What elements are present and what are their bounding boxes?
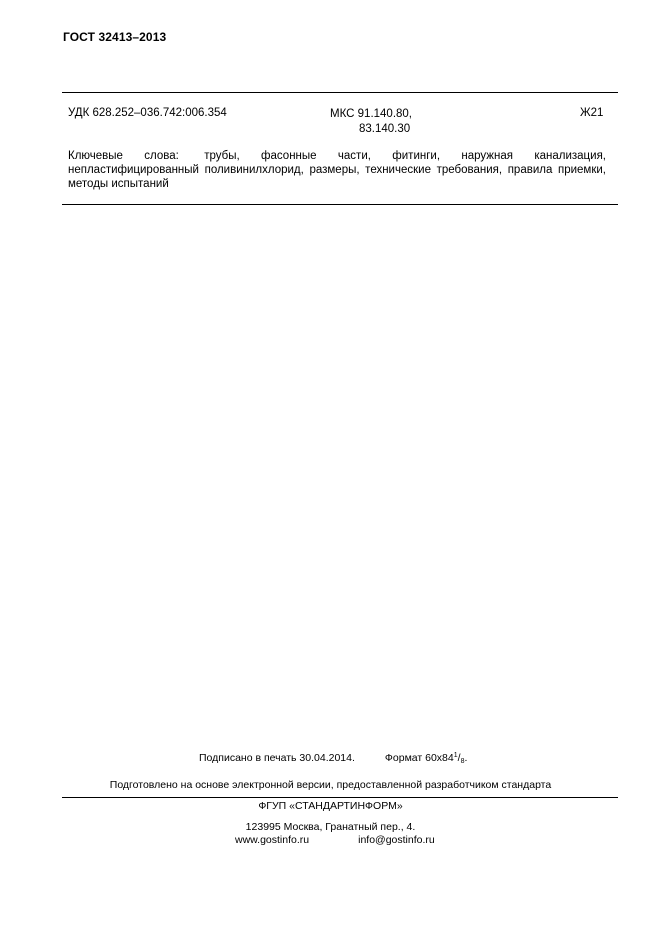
keywords-text: трубы, фасонные части, фитинги, наружная канализация, непластифицированный поливинилхлорид, размеры, технические требования, правила приемки, методы испытаний xyxy=(68,150,606,190)
signed-date: Подписано в печать 30.04.2014. xyxy=(199,752,355,764)
contact-row xyxy=(235,834,435,846)
group-code: Ж21 xyxy=(580,107,604,119)
document-id: ГОСТ 32413–2013 xyxy=(63,30,167,44)
top-divider xyxy=(62,92,618,93)
email-link[interactable]: info@gostinfo.ru xyxy=(358,834,435,846)
prepared-note: Подготовлено на основе электронной версии, предоставленной разработчиком стандарта xyxy=(109,779,552,791)
website-link[interactable]: www.gostinfo.ru xyxy=(235,834,310,846)
keywords-paragraph xyxy=(68,149,606,191)
print-info-row xyxy=(199,752,467,765)
mks-code-line2: 83.140.30 xyxy=(359,123,411,135)
paper-format: Формат $60х84^1/_8$. xyxy=(384,752,468,765)
udk-code: УДК 628.252–036.742:006.354 xyxy=(68,107,227,119)
publisher-name: ФГУП «СТАНДАРТИНФОРМ» xyxy=(258,800,403,812)
keywords-divider xyxy=(62,204,618,205)
footer-divider xyxy=(62,797,618,798)
mks-code-line1: МКС 91.140.80, xyxy=(330,108,413,120)
keywords-label: Ключевые слова: xyxy=(68,150,179,162)
mks-code xyxy=(330,107,412,137)
publisher-address: 123995 Москва, Гранатный пер., 4. xyxy=(245,821,416,833)
